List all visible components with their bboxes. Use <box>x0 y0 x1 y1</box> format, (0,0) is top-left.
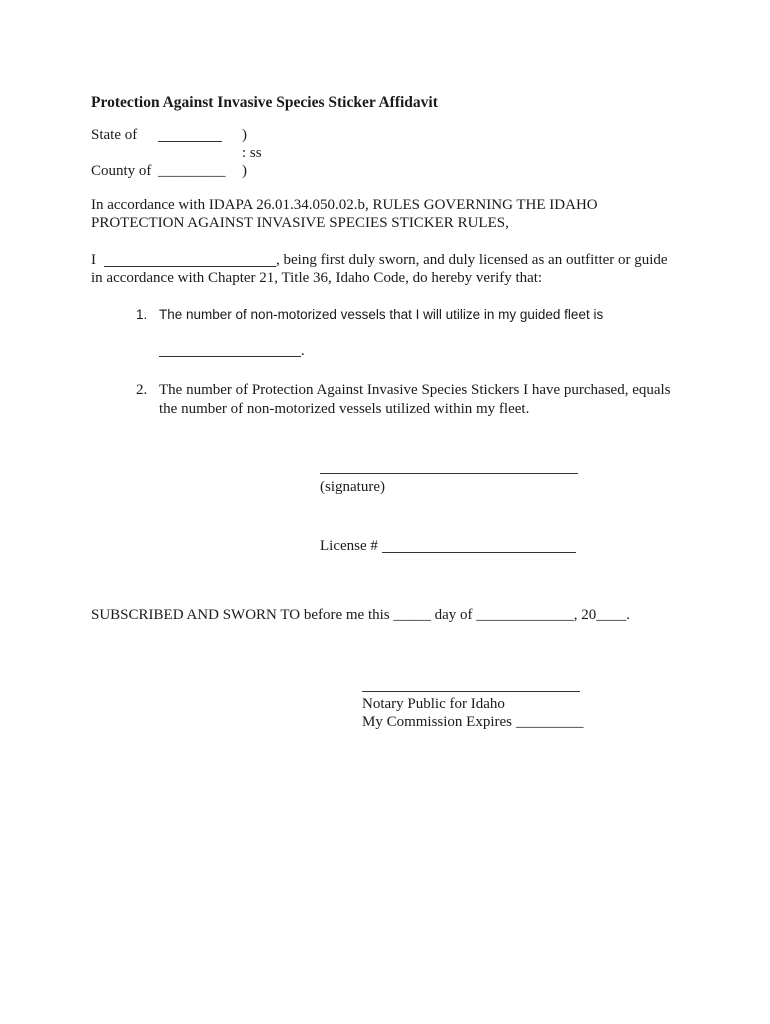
license-label: License # <box>320 538 378 554</box>
state-blank[interactable] <box>158 141 222 142</box>
state-paren: ) <box>242 127 247 143</box>
license-blank[interactable] <box>382 552 576 553</box>
oath-line-2: in accordance with Chapter 21, Title 36, Idaho Code, do hereby verify that: <box>91 270 543 286</box>
preamble-line-2: PROTECTION AGAINST INVASIVE SPECIES STICKER RULES, <box>91 215 509 231</box>
notary-public-label: Notary Public for Idaho <box>362 696 505 712</box>
name-blank[interactable] <box>104 266 276 267</box>
item-1-number: 1. <box>136 307 148 322</box>
vessel-count-blank[interactable] <box>159 356 301 357</box>
signature-label: (signature) <box>320 479 385 495</box>
commission-expires-blank[interactable]: _________ <box>516 714 584 730</box>
item-2-line-2: the number of non-motorized vessels utilized within my fleet. <box>159 401 530 417</box>
county-paren: ) <box>242 163 247 179</box>
preamble-line-1: In accordance with IDAPA 26.01.34.050.02.b, RULES GOVERNING THE IDAHO <box>91 197 598 213</box>
oath-line-1: , being first duly sworn, and duly licensed as an outfitter or guide <box>276 252 668 268</box>
notary-signature-line[interactable] <box>362 691 580 692</box>
document-title: Protection Against Invasive Species Sticker Affidavit <box>91 94 438 111</box>
state-label: State of <box>91 127 138 143</box>
item-1-text: The number of non-motorized vessels that I will utilize in my guided fleet is <box>159 307 604 322</box>
county-blank[interactable]: _________ <box>158 163 226 179</box>
item-1-period: . <box>301 343 305 359</box>
county-label: County of <box>91 163 152 179</box>
item-2-number: 2. <box>136 382 148 398</box>
signature-line[interactable] <box>320 473 578 474</box>
oath-i: I <box>91 252 96 268</box>
subscribed-sworn: SUBSCRIBED AND SWORN TO before me this _____ day of _____________, 20____. <box>91 607 631 623</box>
item-2-line-1: The number of Protection Against Invasive Species Stickers I have purchased, equals <box>159 382 671 398</box>
commission-expires-label: My Commission Expires <box>362 714 513 730</box>
ss-mark: : ss <box>242 145 262 161</box>
